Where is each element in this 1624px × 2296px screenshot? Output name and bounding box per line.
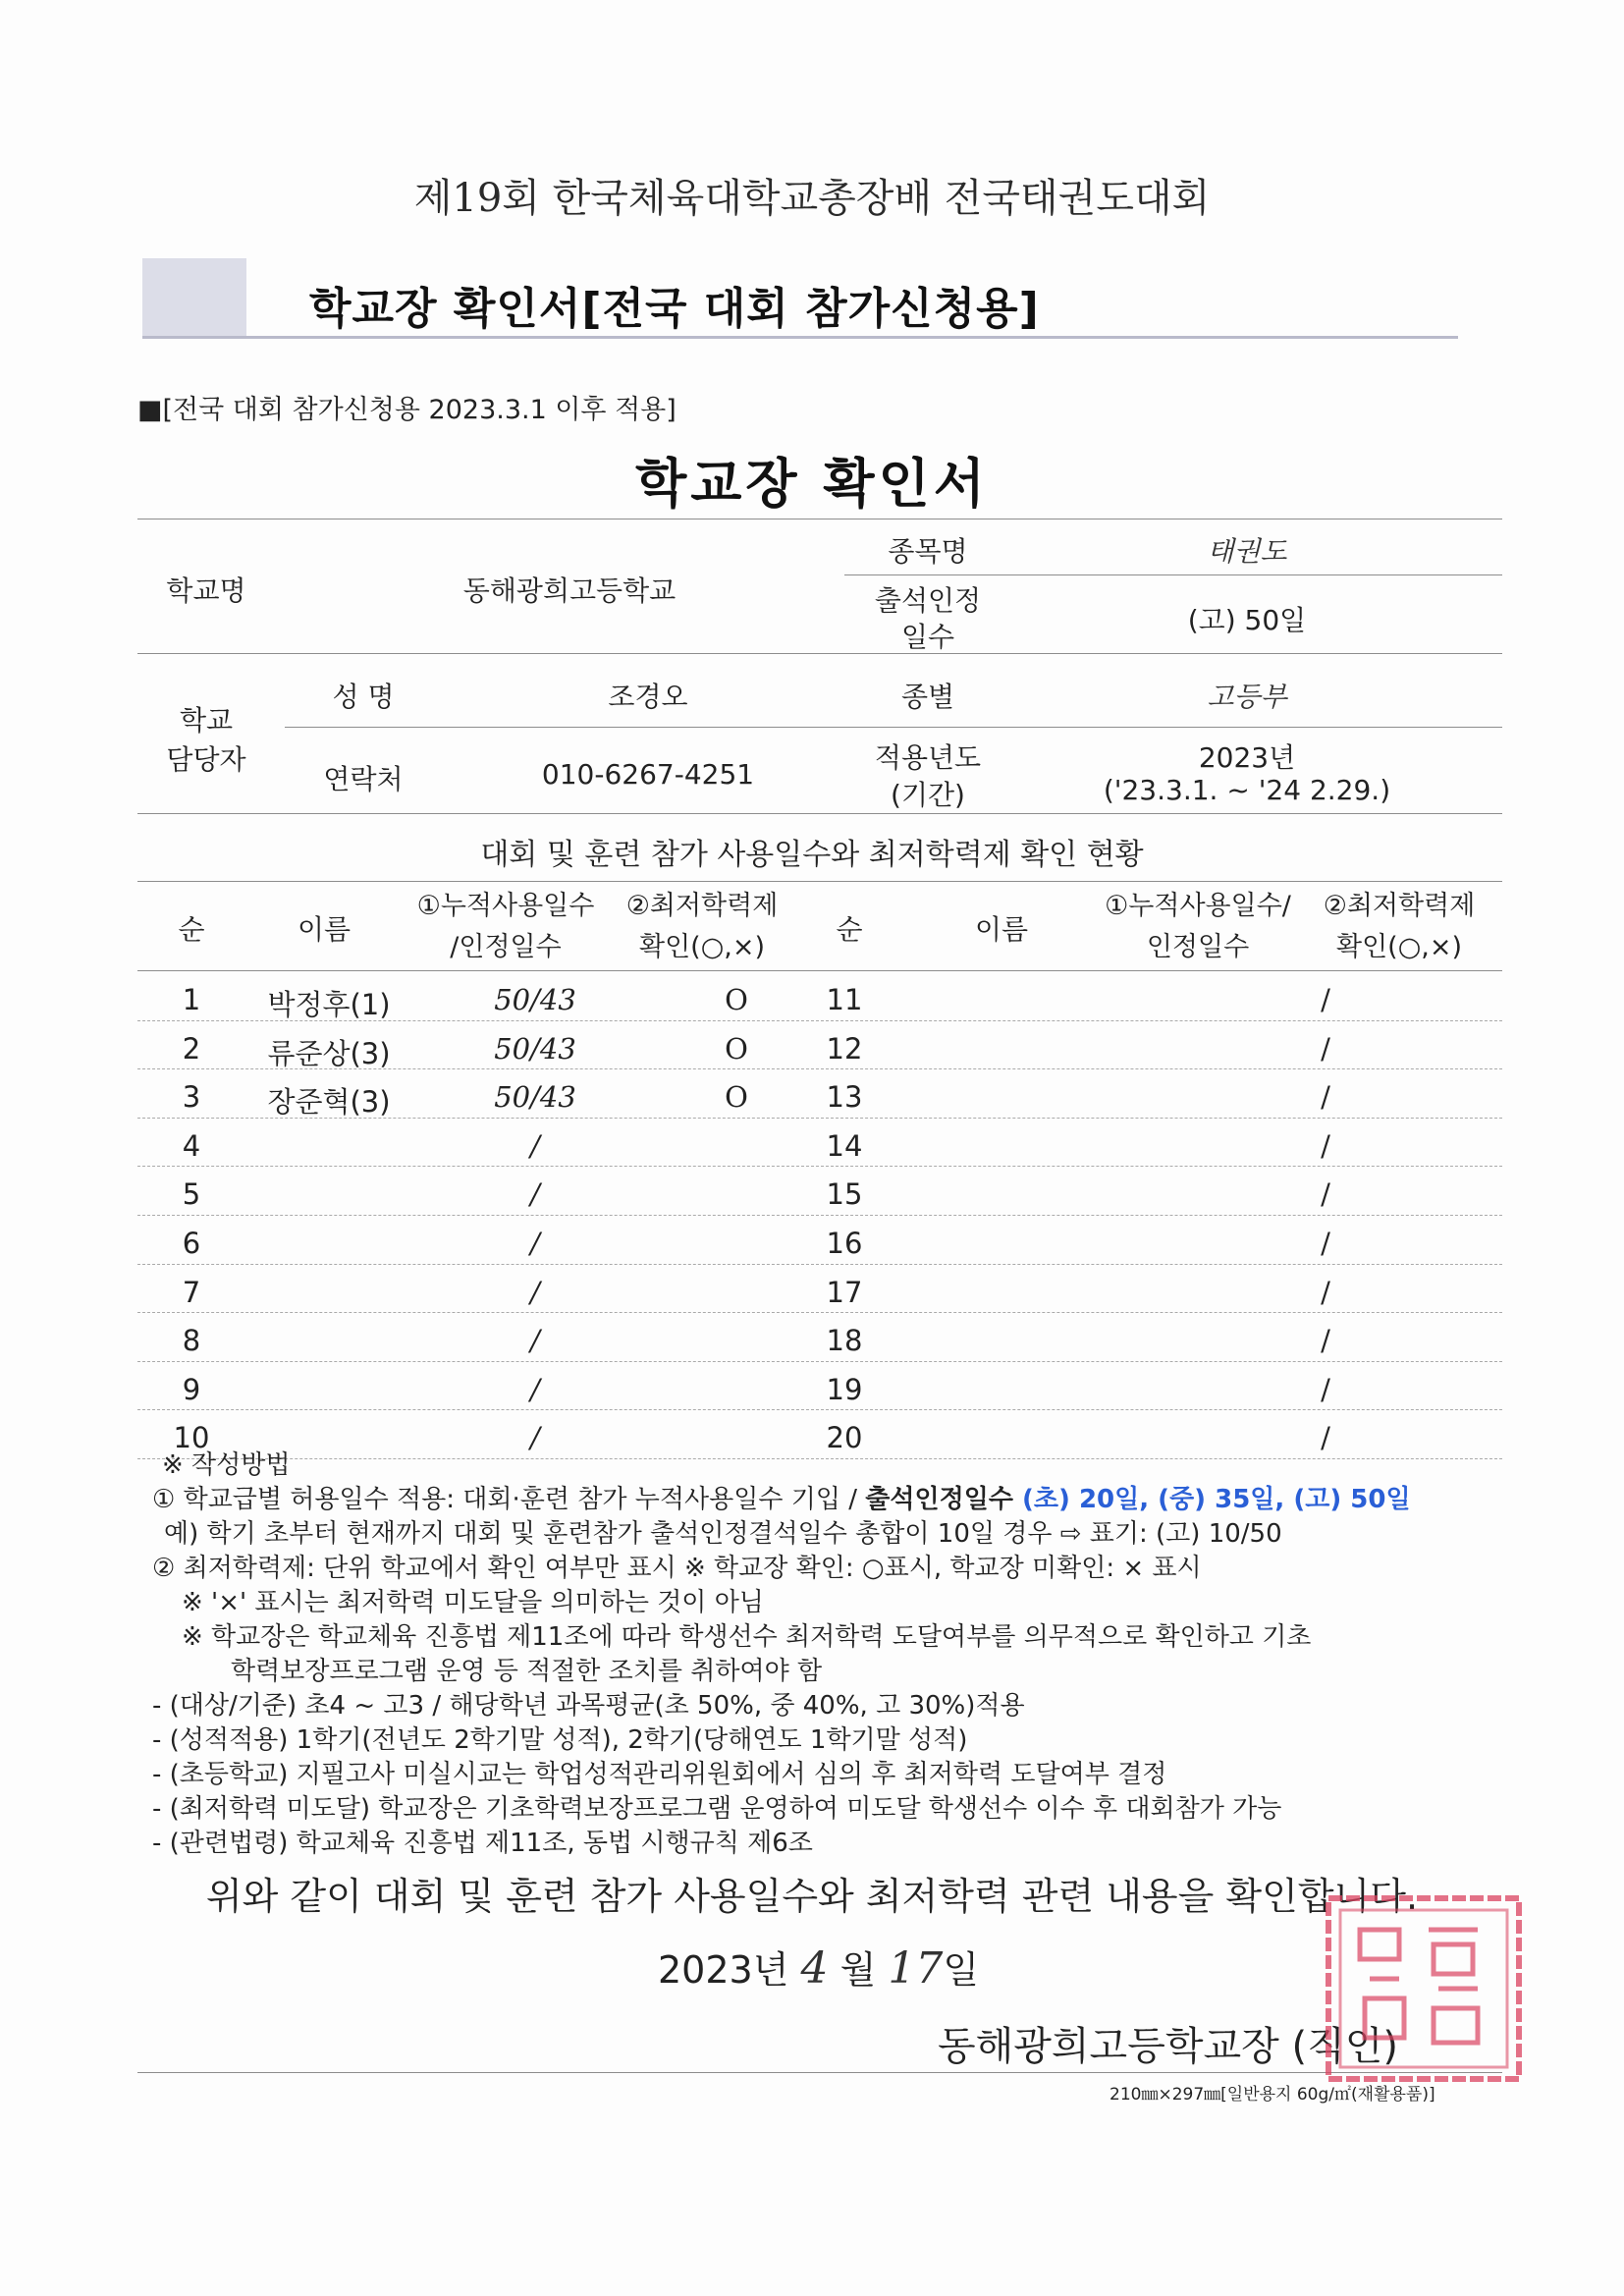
guide-line-1b: 출석인정일수	[865, 1485, 1013, 1514]
usage-days: /	[530, 1227, 540, 1260]
contact-label: 연락처	[323, 763, 404, 795]
row-divider	[137, 1020, 1502, 1021]
col-usage-left-1: ①누적사용일수	[416, 891, 595, 921]
row-number-left: 6	[182, 1227, 201, 1260]
banner-title: 학교장 확인서[전국 대회 참가신청용]	[309, 284, 1040, 334]
col-name-left: 이름	[297, 913, 352, 946]
student-name: 장준혁(3)	[267, 1085, 391, 1120]
table-row	[137, 975, 1502, 1023]
usage-days: /	[530, 1324, 540, 1358]
row-number-left: 7	[182, 1275, 201, 1309]
usage-days-right: /	[1321, 1372, 1330, 1406]
col-check-right-1: ②최저학력제	[1323, 891, 1476, 921]
name-label: 성 명	[332, 681, 395, 713]
banner-accent-box	[142, 258, 246, 337]
min-academic-check: O	[725, 983, 748, 1016]
row-number-left: 8	[182, 1324, 201, 1358]
row-number-right: 16	[826, 1227, 863, 1260]
guide-line-3: ② 최저학력제: 단위 학교에서 확인 여부만 표시 ※ 학교장 확인: ○표시, 학교장 미확인: × 표시	[152, 1554, 1202, 1583]
table-row	[137, 1170, 1502, 1218]
usage-days: /	[530, 1372, 540, 1406]
school-label: 학교명	[166, 574, 246, 607]
row-divider	[137, 1264, 1502, 1265]
row-divider	[137, 1166, 1502, 1167]
guide-line-2: 예) 학기 초부터 현재까지 대회 및 훈련참가 출석인정결석일수 총합이 10일 경우 ⇨ 표기: (고) 10/50	[164, 1519, 1282, 1549]
table-row	[137, 1121, 1502, 1170]
guide-line-4: ※ '×' 표시는 최저학력 미도달을 의미하는 것이 아님	[182, 1588, 764, 1617]
row-number-left: 9	[182, 1372, 201, 1406]
row-number-right: 14	[826, 1128, 863, 1163]
name-value: 조경오	[608, 681, 688, 713]
staff-label-2: 담당자	[166, 743, 246, 776]
table-row	[137, 1268, 1502, 1316]
usage-days: 50/43	[494, 1080, 576, 1115]
usage-days: /	[530, 1128, 540, 1163]
guide-line-9: - (초등학교) 지필고사 미실시교는 학업성적관리위원회에서 심의 후 최저학력 도달여부 결정	[152, 1760, 1167, 1789]
guide-line-5: ※ 학교장은 학교체육 진흥법 제11조에 따라 학생선수 최저학력 도달여부를 의무적으로 확인하고 기초	[182, 1622, 1312, 1652]
date-day: 17	[888, 1943, 944, 1994]
usage-days-right: /	[1321, 1128, 1330, 1163]
usage-days-right: /	[1321, 1324, 1330, 1358]
col-no-right: 순	[836, 913, 863, 946]
row-divider	[137, 1118, 1502, 1119]
student-name: 류준상(3)	[267, 1036, 391, 1070]
signer-line: 동해광희고등학교장 (직인)	[938, 2024, 1398, 2069]
attend-value: (고) 50일	[1187, 604, 1307, 636]
year-label-2: (기간)	[891, 779, 965, 811]
category-value: 고등부	[1207, 681, 1287, 713]
row-number-left: 1	[182, 983, 201, 1016]
usage-days: /	[530, 1275, 540, 1309]
scope-note: ■[전국 대회 참가신청용 2023.3.1 이후 적용]	[137, 395, 677, 425]
usage-days-right: /	[1321, 1031, 1330, 1066]
table-row	[137, 1316, 1502, 1364]
date-day-label: 일	[943, 1948, 980, 1992]
year-label-1: 적용년도	[874, 741, 982, 774]
col-check-right-2: 확인(○,×)	[1336, 932, 1462, 962]
guide-line-11: - (관련법령) 학교체육 진흥법 제11조, 동법 시행규칙 제6조	[152, 1829, 813, 1858]
usage-days: /	[530, 1177, 540, 1212]
issue-date	[658, 1940, 979, 1994]
row-number-right: 17	[826, 1275, 863, 1309]
row-number-right: 18	[826, 1324, 863, 1358]
guide-line-8: - (성적적용) 1학기(전년도 2학기말 성적), 2학기(당해연도 1학기말 성적)	[152, 1725, 968, 1755]
event-title: 제19회 한국체육대학교총장배 전국태권도대회	[413, 176, 1211, 221]
row-number-right: 20	[826, 1421, 863, 1455]
staff-label-1: 학교	[179, 704, 234, 737]
banner-underline	[142, 336, 1458, 339]
row-number-right: 11	[826, 983, 863, 1016]
usage-days: 50/43	[494, 983, 576, 1016]
official-seal-icon	[1321, 1890, 1527, 2087]
min-academic-check: O	[725, 1080, 748, 1115]
year-value-2: ('23.3.1. ~ '24 2.29.)	[1103, 774, 1391, 806]
usage-days-right: /	[1321, 1421, 1330, 1455]
col-usage-right-2: 인정일수	[1146, 932, 1250, 962]
year-value-1: 2023년	[1198, 741, 1296, 774]
table-row	[137, 1219, 1502, 1267]
footer-rule	[137, 2072, 1502, 2073]
date-month-label: 월	[839, 1948, 877, 1992]
guide-line-7: - (대상/기준) 초4 ~ 고3 / 해당학년 과목평균(초 50%, 중 40%, 고 30%)적용	[152, 1691, 1025, 1721]
usage-days-right: /	[1321, 983, 1330, 1016]
school-value: 동해광희고등학교	[462, 574, 677, 607]
min-academic-check: O	[725, 1031, 748, 1066]
row-number-right: 12	[826, 1031, 863, 1066]
guide-line-1a: ① 학교급별 허용일수 적용: 대회·훈련 참가 누적사용일수 기입 /	[152, 1485, 866, 1514]
usage-days-right: /	[1321, 1275, 1330, 1309]
guide-line-1c: (초) 20일, (중) 35일, (고) 50일	[1012, 1485, 1411, 1514]
row-number-left: 5	[182, 1177, 201, 1212]
date-year: 2023년	[658, 1948, 789, 1992]
table-row	[137, 1024, 1502, 1072]
row-divider	[137, 1068, 1502, 1069]
row-number-left: 10	[173, 1421, 210, 1455]
row-divider	[137, 1312, 1502, 1313]
guide-heading: ※ 작성방법	[162, 1450, 291, 1480]
table-row	[137, 1072, 1502, 1121]
row-number-right: 15	[826, 1177, 863, 1212]
document-title: 학교장 확인서	[635, 453, 989, 515]
usage-days-right: /	[1321, 1227, 1330, 1260]
paper-spec-note: 210㎜×297㎜[일반용지 60g/㎡(재활용품)]	[1110, 2085, 1435, 2105]
row-divider	[137, 1361, 1502, 1362]
row-number-left: 4	[182, 1128, 201, 1163]
sport-value: 태권도	[1207, 535, 1287, 568]
student-name: 박정후(1)	[267, 988, 391, 1021]
attend-label-1: 출석인정	[874, 584, 982, 617]
guide-line-1	[152, 1483, 1507, 1517]
usage-days: 50/43	[494, 1031, 576, 1066]
table-row	[137, 1365, 1502, 1413]
col-usage-right-1: ①누적사용일수/	[1105, 891, 1291, 921]
col-name-right: 이름	[974, 913, 1029, 946]
attend-label-2: 일수	[900, 621, 955, 653]
col-usage-left-2: /인정일수	[450, 932, 562, 962]
row-divider	[137, 1215, 1502, 1216]
usage-days: /	[530, 1421, 540, 1455]
row-number-right: 19	[826, 1372, 863, 1406]
row-number-left: 3	[182, 1080, 201, 1115]
col-check-left-2: 확인(○,×)	[639, 932, 765, 962]
row-number-right: 13	[826, 1080, 863, 1115]
guide-line-10: - (최저학력 미도달) 학교장은 기초학력보장프로그램 운영하여 미도달 학생선수 이수 후 대회참가 가능	[152, 1794, 1282, 1824]
date-month: 4	[800, 1943, 829, 1994]
row-divider	[137, 1409, 1502, 1410]
confirm-statement: 위와 같이 대회 및 훈련 참가 사용일수와 최저학력 관련 내용을 확인합니다.	[205, 1875, 1419, 1918]
writing-guide	[152, 1449, 1507, 1861]
usage-days-right: /	[1321, 1177, 1330, 1212]
section-title: 대회 및 훈련 참가 사용일수와 최저학력제 확인 현황	[480, 838, 1144, 872]
contact-value: 010-6267-4251	[541, 758, 755, 791]
usage-days-right: /	[1321, 1080, 1330, 1115]
category-label: 종별	[900, 681, 955, 713]
guide-line-6: 학력보장프로그램 운영 등 적절한 조치를 취하여야 함	[231, 1657, 823, 1686]
col-check-left-1: ②최저학력제	[625, 891, 779, 921]
sport-label: 종목명	[888, 535, 968, 568]
row-number-left: 2	[182, 1031, 201, 1066]
col-no-left: 순	[178, 913, 205, 946]
